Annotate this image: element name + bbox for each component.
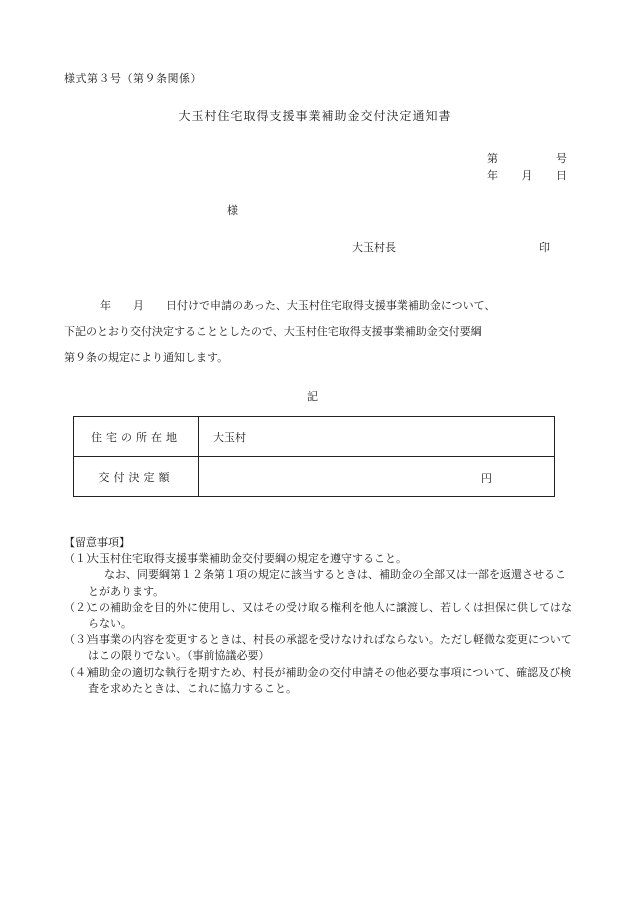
body-line-2: 下記のとおり交付決定することとしたので、大玉村住宅取得支援事業補助金交付要綱 xyxy=(64,325,482,338)
note-text: 当事業の内容を変更するときは、村長の承認を受けなければならない。ただし軽微な変更についてはこの限りでない。（事前協議必要） xyxy=(88,633,572,663)
seal-mark: 印 xyxy=(539,241,550,254)
note-subtext: なお、同要綱第１２条第１項の規定に該当するときは、補助金の全部又は一部を返還させることがあります。 xyxy=(88,568,566,598)
day-label: 日 xyxy=(556,169,567,182)
document-title: 大玉村住宅取得支援事業補助金交付決定通知書 xyxy=(178,109,452,123)
form-number: 様式第３号（第９条関係） xyxy=(64,72,202,85)
body-line-1: 年 月 日付けで申請のあった、大玉村住宅取得支援事業補助金について、 xyxy=(100,299,496,312)
addressee-honorific: 様 xyxy=(227,204,238,217)
note-number: （３） xyxy=(64,633,97,647)
location-label: 住宅の所在地 xyxy=(74,417,199,457)
details-table xyxy=(73,416,555,497)
location-value: 大玉村 xyxy=(199,417,555,457)
document-number xyxy=(487,150,567,166)
ki-heading: 記 xyxy=(307,390,318,403)
note-item xyxy=(64,600,574,632)
note-number: （２） xyxy=(64,600,97,614)
note-item xyxy=(64,551,574,600)
gou-label: 号 xyxy=(556,152,567,165)
table-row xyxy=(74,457,555,497)
amount-label: 交付決定額 xyxy=(74,457,199,497)
note-item xyxy=(64,665,574,697)
table-row xyxy=(74,417,555,457)
note-text: この補助金を目的外に使用し、又はその受け取る権利を他人に譲渡し、若しくは担保に供してはならない。 xyxy=(88,600,572,631)
body-line-3: 第９条の規定により通知します。 xyxy=(64,351,229,364)
sender-mayor: 大玉村長 xyxy=(352,241,396,254)
notes-section xyxy=(64,535,574,697)
issue-date xyxy=(487,167,567,183)
year-label: 年 xyxy=(487,169,498,182)
note-text: 補助金の適切な執行を期すため、村長が補助金の交付申請その他必要な事項について、確認及び検査を求めたときは、これに協力すること。 xyxy=(88,665,572,695)
note-number: （４） xyxy=(64,665,97,679)
amount-value xyxy=(199,457,555,497)
note-text: 大玉村住宅取得支援事業補助金交付要綱の規定を遵守すること。 xyxy=(88,552,407,566)
month-label: 月 xyxy=(521,169,533,182)
notes-heading: 【留意事項】 xyxy=(64,536,130,549)
note-item xyxy=(64,632,574,664)
dai-label: 第 xyxy=(487,152,498,165)
note-number: （１） xyxy=(64,552,97,566)
yen-unit: 円 xyxy=(481,472,492,485)
